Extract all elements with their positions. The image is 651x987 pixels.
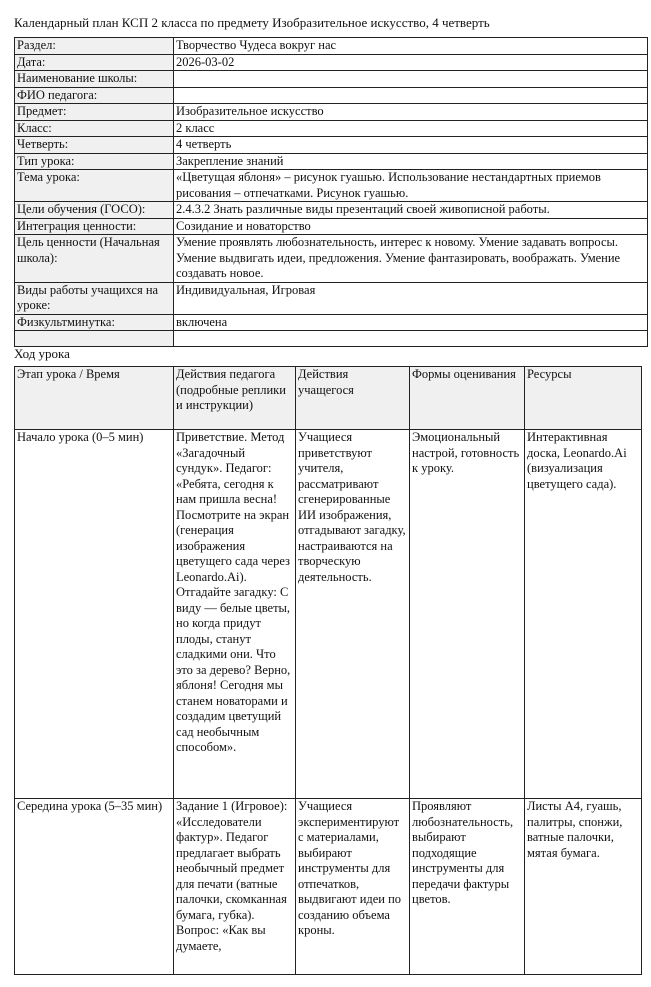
stage-cell: Середина урока (5–35 мин) — [15, 799, 174, 975]
info-value — [174, 331, 648, 347]
info-row — [15, 202, 648, 219]
info-value — [174, 71, 648, 88]
info-row — [15, 38, 648, 55]
info-label: Дата: — [15, 54, 174, 71]
info-row — [15, 71, 648, 88]
assessment-cell: Эмоциональный настрой, готовность к уроку. — [410, 430, 525, 799]
info-label: Предмет: — [15, 104, 174, 121]
info-label: Класс: — [15, 120, 174, 137]
info-value — [174, 87, 648, 104]
assessment-cell: Проявляют любознательность, выбирают подходящие инструменты для передачи фактуры цветов. — [410, 799, 525, 975]
lesson-info-table — [14, 37, 648, 347]
info-value: Умение проявлять любознательность, интерес к новому. Умение задавать вопросы. Умение выдвигать идеи, предложения. Умение фантазировать, воображать. Умение создавать новое. — [174, 235, 648, 283]
info-row — [15, 235, 648, 283]
info-row — [15, 104, 648, 121]
info-row — [15, 137, 648, 154]
info-label: Виды работы учащихся на уроке: — [15, 282, 174, 314]
info-label: Цели обучения (ГОСО): — [15, 202, 174, 219]
info-label: Тип урока: — [15, 153, 174, 170]
info-value: 2.4.3.2 Знать различные виды презентаций своей живописной работы. — [174, 202, 648, 219]
lesson-plan-table — [14, 366, 642, 975]
student-actions-cell: Учащиеся приветствуют учителя, рассматривают сгенерированные ИИ изображения, отгадывают загадку, настраиваются на творческую деятельность. — [296, 430, 410, 799]
header-stage: Этап урока / Время — [15, 367, 174, 430]
info-row — [15, 153, 648, 170]
teacher-actions-cell: Приветствие. Метод «Загадочный сундук». Педагог: «Ребята, сегодня к нам пришла весна! Посмотрите на экран (генерация изображения цветущего сада через Leonardo.Ai). Отгадайте загадку: С виду — белые цветы, но когда придут плоды, станут сладкими они. Что это за дерево? Верно, яблоня! Сегодня мы станем новаторами и создадим цветущий сад необычным способом». — [174, 430, 296, 799]
info-row — [15, 314, 648, 331]
info-value: 4 четверть — [174, 137, 648, 154]
stage-cell: Начало урока (0–5 мин) — [15, 430, 174, 799]
resources-cell: Интерактивная доска, Leonardo.Ai (визуализация цветущего сада). — [525, 430, 642, 799]
info-value: Закрепление знаний — [174, 153, 648, 170]
info-value: 2 класс — [174, 120, 648, 137]
info-value: Творчество Чудеса вокруг нас — [174, 38, 648, 55]
document-title: Календарный план КСП 2 класса по предмету Изобразительное искусство, 4 четверть — [14, 15, 490, 30]
header-resources: Ресурсы — [525, 367, 642, 430]
info-value: «Цветущая яблоня» – рисунок гуашью. Использование нестандартных приемов рисования – отпечатками. Рисунок гуашью. — [174, 170, 648, 202]
teacher-actions-cell: Задание 1 (Игровое): «Исследователи фактур». Педагог предлагает выбрать необычный предмет для печати (ватные палочки, скомканная бумага, губка). Вопрос: «Как вы думаете, — [174, 799, 296, 975]
info-label: Четверть: — [15, 137, 174, 154]
info-row — [15, 218, 648, 235]
info-value: Индивидуальная, Игровая — [174, 282, 648, 314]
info-label: Тема урока: — [15, 170, 174, 202]
info-label: Цель ценности (Начальная школа): — [15, 235, 174, 283]
info-row — [15, 120, 648, 137]
resources-cell: Листы А4, гуашь, палитры, спонжи, ватные палочки, мятая бумага. — [525, 799, 642, 975]
info-value: включена — [174, 314, 648, 331]
info-row — [15, 87, 648, 104]
plan-row-start — [15, 430, 642, 799]
info-value: 2026-03-02 — [174, 54, 648, 71]
info-label — [15, 331, 174, 347]
info-label: ФИО педагога: — [15, 87, 174, 104]
header-teacher: Действия педагога (подробные реплики и инструкции) — [174, 367, 296, 430]
info-value: Созидание и новаторство — [174, 218, 648, 235]
info-value: Изобразительное искусство — [174, 104, 648, 121]
student-actions-cell: Учащиеся экспериментируют с материалами, выбирают инструменты для отпечатков, выдвигают идеи по созданию объема кроны. — [296, 799, 410, 975]
header-students: Действия учащегося — [296, 367, 410, 430]
info-row — [15, 170, 648, 202]
plan-header-row — [15, 367, 642, 430]
info-label: Физкультминутка: — [15, 314, 174, 331]
header-assessment: Формы оценивания — [410, 367, 525, 430]
section-title: Ход урока — [14, 346, 70, 361]
info-row — [15, 54, 648, 71]
info-label: Наименование школы: — [15, 71, 174, 88]
plan-row-middle — [15, 799, 642, 975]
info-label: Интеграция ценности: — [15, 218, 174, 235]
info-row — [15, 282, 648, 314]
info-label: Раздел: — [15, 38, 174, 55]
info-row — [15, 331, 648, 347]
